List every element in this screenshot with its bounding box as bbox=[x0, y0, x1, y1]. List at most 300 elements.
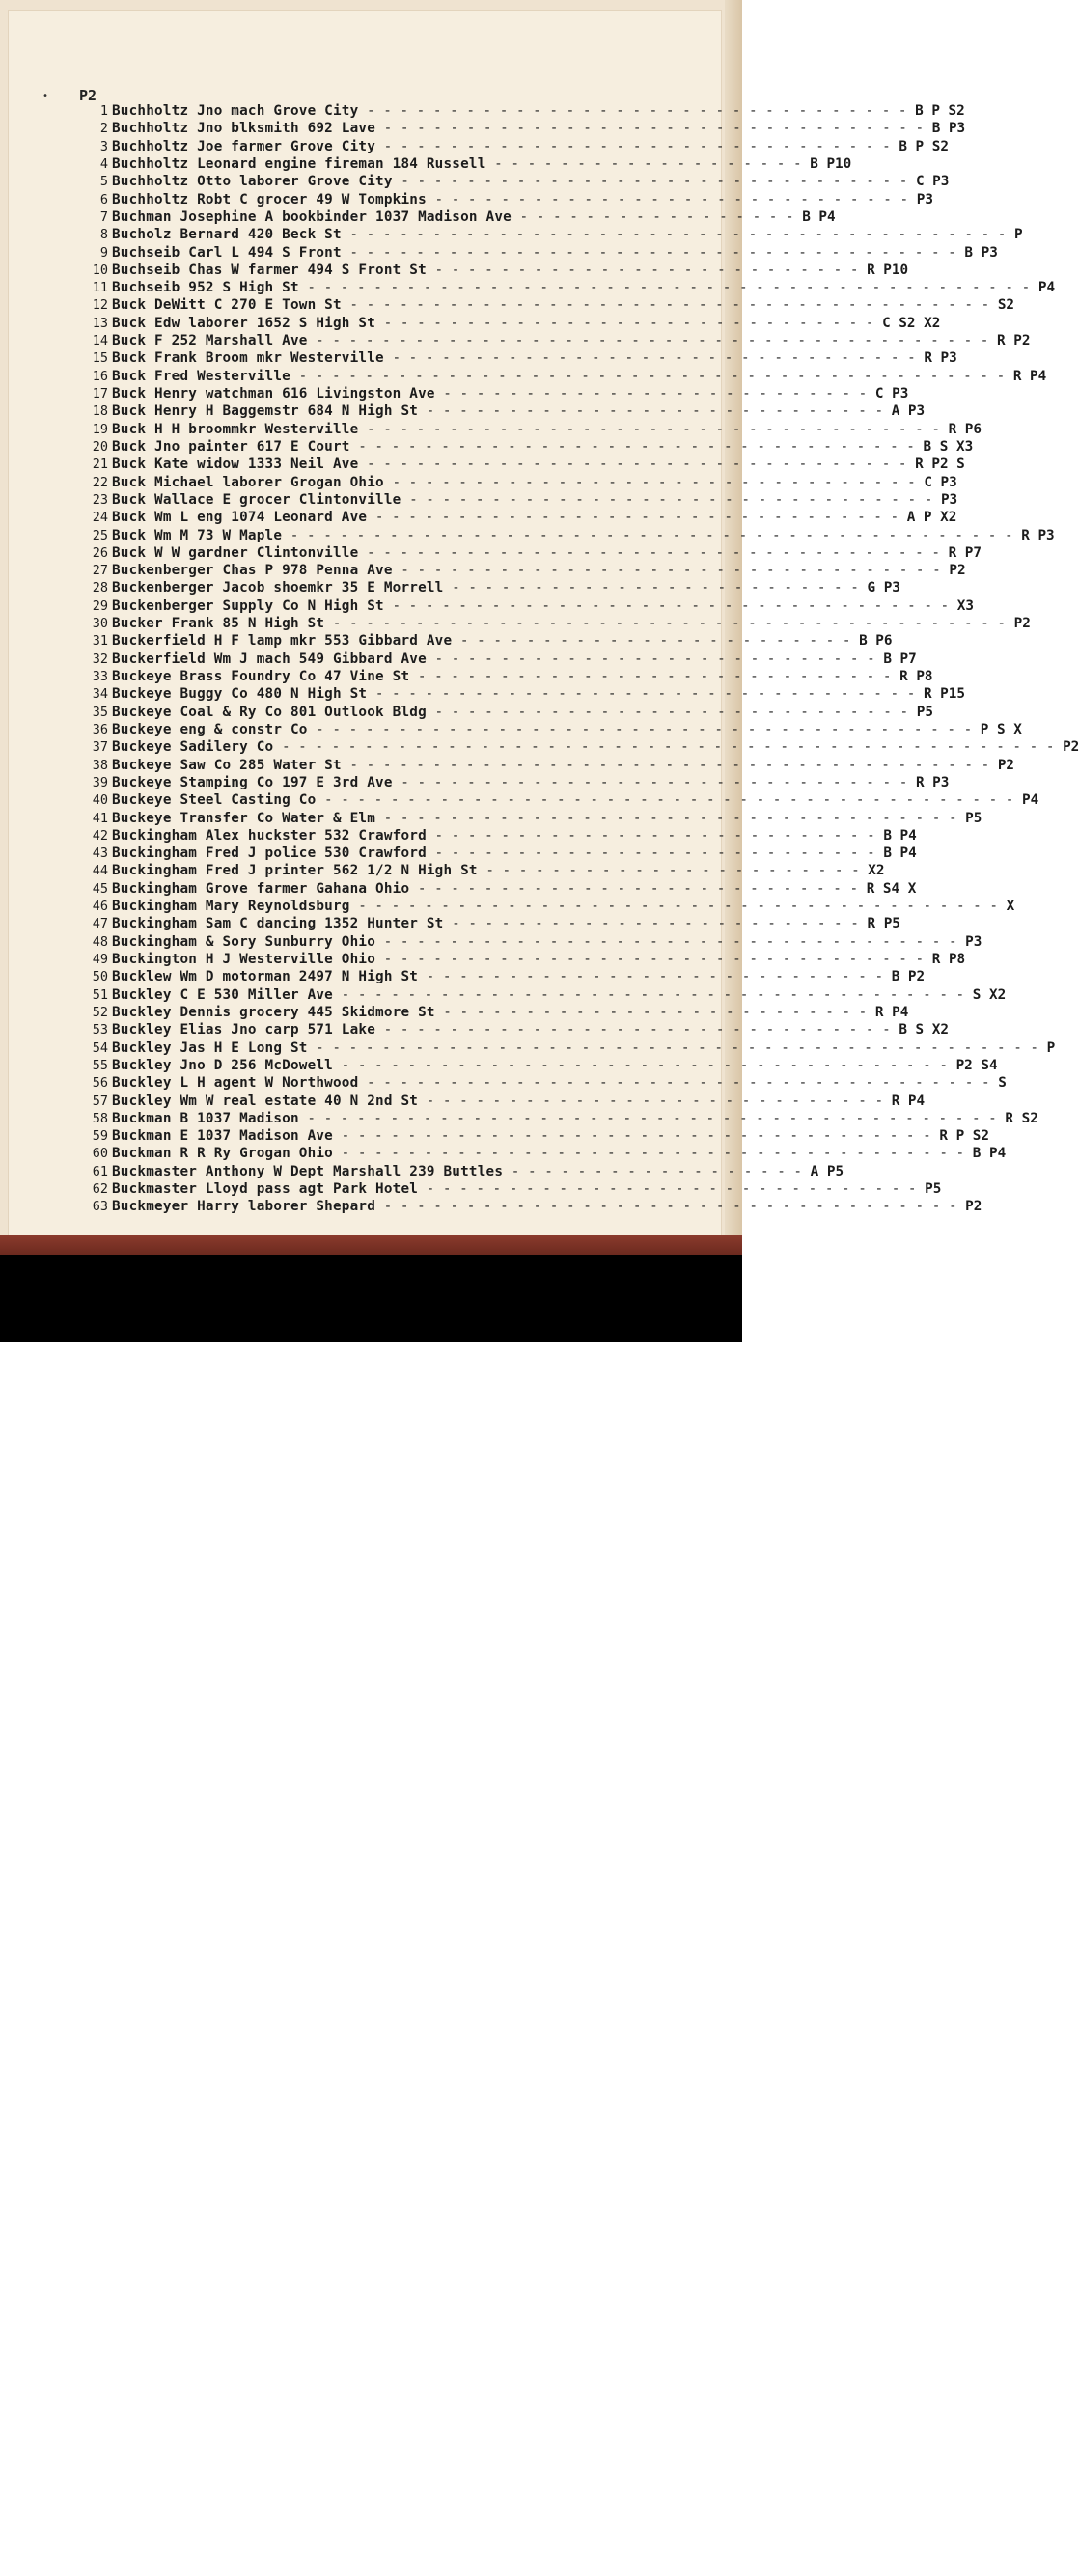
entry-text: Buck Henry watchman 616 Livingston Ave bbox=[112, 386, 435, 402]
leader-dashes: - - - - - - - - - - - - - - - - - - - - - - - - - - bbox=[434, 1004, 875, 1020]
directory-entry bbox=[75, 757, 1015, 774]
entry-number: 44 bbox=[92, 863, 108, 879]
directory-entry bbox=[75, 173, 950, 190]
entry-code: P4 bbox=[1022, 792, 1039, 809]
entry-number: 4 bbox=[99, 155, 108, 172]
directory-entry bbox=[75, 597, 974, 615]
leader-dashes: - - - - - - - - - - - - - - - - - - - - - - - - - - - - - - - - - - - - - - bbox=[333, 1146, 973, 1162]
directory-entry bbox=[75, 296, 1015, 314]
entry-code: R S2 bbox=[1005, 1110, 1038, 1126]
entry-text: Buck Michael laborer Grogan Ohio bbox=[112, 474, 384, 490]
entry-code: B P6 bbox=[859, 633, 893, 650]
entry-code: B P2 bbox=[891, 969, 926, 985]
directory-entry bbox=[75, 1180, 942, 1198]
entry-text: Buckeye Brass Foundry Co 47 Vine St bbox=[112, 669, 410, 684]
entry-text: Buckley Elias Jno carp 571 Lake bbox=[112, 1022, 376, 1039]
leader-dashes: - - - - - - - - - - - - - - - - - - - - - - - - - - - - - - - - bbox=[383, 474, 925, 490]
entry-text: Buckenberger Chas P 978 Penna Ave bbox=[112, 563, 393, 579]
leader-dashes: - - - - - - - - - - - - - - - - - - - - - - - - - - - - - - - - - - - - - - - bbox=[349, 899, 1007, 915]
entry-text: Buck F 252 Marshall Ave bbox=[112, 333, 308, 349]
directory-entry bbox=[75, 315, 941, 332]
directory-entry bbox=[75, 191, 933, 208]
leader-dashes: - - - - - - - - - - - - - - - - - - - - - - - - - - bbox=[426, 262, 868, 278]
directory-entry bbox=[75, 438, 974, 456]
directory-entry bbox=[75, 1198, 982, 1215]
directory-entry bbox=[75, 544, 982, 562]
entry-code: R P S2 bbox=[939, 1128, 990, 1145]
entry-code: P2 S4 bbox=[955, 1057, 998, 1073]
leader-dashes: - - - - - - - - - - - - - - - - - - - - - - - - - bbox=[443, 580, 868, 596]
entry-number: 54 bbox=[92, 1039, 108, 1056]
directory-entry bbox=[75, 509, 957, 526]
leader-dashes: - - - - - - - - - - - - - - - - - - - - - - - - - - - bbox=[426, 827, 884, 844]
leader-dashes: - - - - - - - - - - - - - - - - - - - - - - - - - - - - - - - - - - bbox=[349, 438, 924, 455]
directory-entry bbox=[75, 155, 852, 173]
directory-entry bbox=[75, 1145, 1007, 1162]
entry-number: 60 bbox=[92, 1146, 108, 1162]
entry-code: B P S2 bbox=[899, 138, 949, 154]
directory-entry bbox=[75, 102, 965, 120]
leader-dashes: - - - - - - - - - - - - - - - - - - - - - - - - - - - - - - - - - - - - - - - - - bbox=[307, 333, 997, 349]
entry-text: Buck Henry H Baggemstr 684 N High St bbox=[112, 403, 419, 420]
directory-entry bbox=[75, 1163, 844, 1180]
directory-entry bbox=[75, 421, 982, 438]
entry-code: P2 bbox=[997, 757, 1015, 773]
leader-dashes: - - - - - - - - - - - - - - - - - - - - - - - - - - - - - - - - - - - bbox=[375, 1199, 966, 1215]
directory-entry-list bbox=[75, 102, 1079, 1216]
entry-code: R P2 bbox=[997, 333, 1031, 349]
directory-entry bbox=[75, 827, 917, 845]
entry-number: 28 bbox=[92, 580, 108, 596]
entry-text: Buchman Josephine A bookbinder 1037 Madison Ave bbox=[112, 208, 512, 225]
entry-number: 46 bbox=[92, 899, 108, 915]
site-url: www.alamy.com bbox=[599, 2560, 704, 2576]
entry-number: 51 bbox=[92, 986, 108, 1003]
entry-code: P3 bbox=[940, 491, 958, 508]
entry-number: 40 bbox=[92, 792, 108, 809]
entry-code: B P3 bbox=[931, 121, 966, 137]
entry-text: Buckeye Sadilery Co bbox=[112, 739, 274, 756]
entry-number: 31 bbox=[92, 633, 108, 650]
entry-text: Buckley Wm W real estate 40 N 2nd St bbox=[112, 1093, 419, 1109]
entry-number: 45 bbox=[92, 880, 108, 897]
entry-number: 56 bbox=[92, 1075, 108, 1092]
entry-text: Buckman E 1037 Madison Ave bbox=[112, 1128, 333, 1145]
entry-number: 3 bbox=[99, 138, 108, 154]
leader-dashes: - - - - - - - - - - - - - - - - - - - - - - - - - - - - bbox=[418, 403, 892, 420]
entry-text: Buckingham & Sory Sunburry Ohio bbox=[112, 933, 376, 950]
directory-entry bbox=[75, 120, 966, 137]
entry-text: Buckeye Steel Casting Co bbox=[112, 792, 317, 809]
directory-entry bbox=[75, 332, 1031, 349]
directory-entry bbox=[75, 862, 885, 879]
directory-entry bbox=[75, 579, 900, 596]
entry-code: A P5 bbox=[810, 1163, 844, 1179]
entry-code: R P6 bbox=[948, 421, 982, 437]
directory-entry bbox=[75, 368, 1047, 385]
directory-entry bbox=[75, 474, 957, 491]
leader-dashes: - - - - - - - - - - - - - - - - - - - - - - - - - - - - - - - - - bbox=[392, 563, 950, 579]
directory-entry bbox=[75, 651, 917, 668]
entry-code: P5 bbox=[925, 1181, 942, 1198]
entry-number: 25 bbox=[92, 527, 108, 543]
entry-code: R P8 bbox=[931, 952, 966, 967]
leader-dashes: - - - - - - - - - - - - - - - - - - - - - - - - - - - - - - - - - - - - - - - - - - - - bbox=[307, 1039, 1047, 1056]
directory-entry bbox=[75, 1057, 998, 1074]
entry-code: P bbox=[1046, 1039, 1056, 1056]
entry-text: Buckmeyer Harry laborer Shepard bbox=[112, 1199, 376, 1215]
entry-number: 35 bbox=[92, 704, 108, 720]
directory-entry bbox=[75, 456, 965, 473]
entry-number: 14 bbox=[92, 333, 108, 349]
entry-number: 23 bbox=[92, 491, 108, 508]
directory-entry bbox=[75, 208, 836, 226]
entry-text: Buchseib Chas W farmer 494 S Front St bbox=[112, 262, 427, 278]
entry-code: G P3 bbox=[867, 580, 900, 596]
entry-code: A P X2 bbox=[906, 510, 957, 526]
entry-code: P3 bbox=[965, 933, 982, 950]
entry-number: 42 bbox=[92, 827, 108, 844]
directory-entry bbox=[75, 898, 1015, 915]
leader-dashes: - - - - - - - - - - - - - - - - - - - - - - - - - - - - - - - bbox=[375, 1022, 899, 1039]
entry-number: 61 bbox=[92, 1163, 108, 1179]
entry-number: 5 bbox=[99, 174, 108, 190]
entry-code: R P3 bbox=[1021, 527, 1055, 543]
directory-entry bbox=[75, 279, 1056, 296]
entry-code: R P4 bbox=[874, 1004, 909, 1020]
entry-text: Buckingham Alex huckster 532 Crawford bbox=[112, 827, 427, 844]
directory-entry bbox=[75, 1004, 909, 1021]
leader-dashes: - - - - - - - - - - - - - - - - - - - - - - - - - - - - - - - - - - - - - - bbox=[333, 986, 973, 1003]
entry-number: 16 bbox=[92, 368, 108, 384]
entry-number: 47 bbox=[92, 916, 108, 932]
entry-code: P2 bbox=[965, 1199, 982, 1215]
leader-dashes: - - - - - - - - - - - - - - - - - - - - - - - - - - - - - - - - bbox=[367, 510, 907, 526]
entry-code: B P4 bbox=[883, 827, 917, 844]
directory-entry bbox=[75, 226, 1023, 243]
entry-code: R P3 bbox=[915, 774, 950, 790]
leader-dashes: - - - - - - - - - - - - - - - - - - - - - - - - - - - - - bbox=[426, 704, 917, 720]
directory-entry bbox=[75, 615, 1031, 632]
directory-entry bbox=[75, 262, 909, 279]
directory-entry bbox=[75, 632, 893, 650]
entry-code: R P2 S bbox=[915, 457, 965, 473]
entry-text: Buckingham Sam C dancing 1352 Hunter St bbox=[112, 916, 444, 932]
entry-number: 13 bbox=[92, 315, 108, 331]
entry-number: 24 bbox=[92, 510, 108, 526]
directory-entry bbox=[75, 1074, 1007, 1092]
entry-code: R P5 bbox=[867, 916, 900, 932]
entry-code: R P10 bbox=[867, 262, 909, 278]
entry-text: Buchseib Carl L 494 S Front bbox=[112, 244, 342, 261]
entry-text: Buckeye Saw Co 285 Water St bbox=[112, 757, 342, 773]
directory-entry bbox=[75, 968, 926, 985]
entry-number: 20 bbox=[92, 438, 108, 455]
leader-dashes: - - - - - - - - - - - - - - - - - - - - - - - - - - - - - - - - - bbox=[375, 121, 932, 137]
entry-code: B P4 bbox=[972, 1146, 1007, 1162]
scanned-page-background bbox=[0, 0, 1079, 1255]
watermark-footer bbox=[0, 1255, 742, 2576]
entry-code: C P3 bbox=[874, 386, 909, 402]
directory-entry bbox=[75, 933, 982, 951]
entry-code: R P4 bbox=[891, 1093, 926, 1109]
entry-text: Buckingham Fred J printer 562 1/2 N High St bbox=[112, 863, 478, 879]
entry-text: Buckingham Mary Reynoldsburg bbox=[112, 899, 350, 915]
leader-dashes: - - - - - - - - - - - - - - - - - - - - - - - - - - - - bbox=[418, 969, 892, 985]
entry-code: B P S2 bbox=[915, 103, 965, 119]
entry-code: R S4 X bbox=[866, 880, 917, 897]
entry-code: P5 bbox=[965, 810, 982, 826]
entry-number: 26 bbox=[92, 544, 108, 561]
entry-code: P bbox=[1014, 227, 1023, 243]
leader-dashes: - - - - - - - - - - - - - - - - - - - - - - - - - - - - - - - - - bbox=[358, 103, 916, 119]
directory-entry bbox=[75, 491, 958, 509]
entry-code: R P15 bbox=[923, 686, 965, 703]
entry-text: Buckmaster Anthony W Dept Marshall 239 Buttles bbox=[112, 1163, 504, 1179]
entry-text: Buckingham Fred J police 530 Crawford bbox=[112, 845, 427, 862]
entry-code: P2 bbox=[1063, 739, 1079, 756]
entry-text: Buckerfield Wm J mach 549 Gibbard Ave bbox=[112, 651, 427, 667]
leader-dashes: - - - - - - - - - - - - - - - - - - - - - - - - - - bbox=[434, 386, 875, 402]
entry-number: 62 bbox=[92, 1181, 108, 1198]
leader-dashes: - - - - - - - - - - - - - - - - - - - - - - - - - - - - - - bbox=[375, 315, 883, 331]
leader-dashes: - - - - - - - - - - - - - - - - - - bbox=[503, 1163, 811, 1179]
book-cover-edge bbox=[0, 1235, 742, 1255]
leader-dashes: - - - - - - - - - - - - - - - - - - - - - - - - - - - - - bbox=[409, 669, 900, 684]
leader-dashes: - - - - - - - - - - - - - - - - - - - - - - - - - - - - - - - - - - - - - bbox=[341, 244, 965, 261]
entry-number: 58 bbox=[92, 1110, 108, 1126]
directory-entry bbox=[75, 668, 933, 685]
entry-number: 48 bbox=[92, 933, 108, 950]
entry-number: 6 bbox=[99, 191, 108, 208]
entry-text: Buckington H J Westerville Ohio bbox=[112, 952, 376, 967]
entry-code: P S X bbox=[980, 721, 1022, 737]
entry-code: C S2 X2 bbox=[882, 315, 941, 331]
entry-code: C P3 bbox=[924, 474, 957, 490]
entry-code: S bbox=[998, 1075, 1007, 1092]
entry-text: Buck Wallace E grocer Clintonville bbox=[112, 491, 401, 508]
leader-dashes: - - - - - - - - - - - - - - - - - - - - - - - bbox=[477, 863, 869, 879]
leader-dashes: - - - - - - - - - - - - - - - - - - - - - - - - - - - - - - - - - bbox=[375, 952, 932, 967]
leader-dashes: - - - - - - - - - - - - - - - - - - - - - - - - - - - - - bbox=[426, 191, 917, 208]
entry-text: Buckman B 1037 Madison bbox=[112, 1110, 299, 1126]
directory-entry bbox=[75, 915, 900, 932]
entry-text: Buckeye Stamping Co 197 E 3rd Ave bbox=[112, 774, 393, 790]
entry-number: 37 bbox=[92, 739, 108, 756]
entry-text: Buck H H broommkr Westerville bbox=[112, 421, 359, 437]
leader-dashes: - - - - - - - - - - - - - - - - - - - - - - - - - - - bbox=[409, 880, 867, 897]
entry-code: X2 bbox=[868, 863, 885, 879]
leader-dashes: - - - - - - - - - - - - - - - - - - - bbox=[485, 155, 811, 172]
leader-dashes: - - - - - - - - - - - - - - - - - - - - - - - - - - - - - - - - - - - bbox=[358, 421, 949, 437]
leader-dashes: - - - - - - - - - - - - - - - - - - - - - - - - - - - - - - - - - - - - - - - - - - - bbox=[290, 368, 1013, 384]
entry-number: 18 bbox=[92, 403, 108, 420]
entry-number: 30 bbox=[92, 616, 108, 632]
entry-text: Bucklew Wm D motorman 2497 N High St bbox=[112, 969, 419, 985]
leader-dashes: - - - - - - - - - - - - - - - - - - - - - - - - - - - - - - - - - - - - - - - - bbox=[307, 721, 981, 737]
leader-dashes: - - - - - - - - - - - - - - - - - - - - - - - - - bbox=[443, 916, 868, 932]
entry-text: Buckley Dennis grocery 445 Skidmore St bbox=[112, 1004, 435, 1020]
entry-number: 39 bbox=[92, 774, 108, 790]
entry-number: 2 bbox=[99, 121, 108, 137]
entry-number: 43 bbox=[92, 845, 108, 862]
entry-code: R P8 bbox=[899, 669, 933, 684]
directory-entry bbox=[75, 527, 1055, 544]
leader-dashes: - - - - - - - - - - - - - - - - - - - - - - - - - - - - - - - bbox=[392, 774, 916, 790]
entry-text: Buck Frank Broom mkr Westerville bbox=[112, 350, 384, 367]
leader-dashes: - - - - - - - - - - - - - - - - - - - - - - - - - - - - - - - - - - - - - - - - - bbox=[324, 616, 1014, 632]
leader-dashes: - - - - - - - - - - - - - - - - - - - - - - - - - - - - - - - - - - - - - - bbox=[358, 1075, 999, 1092]
entry-text: Bucker Frank 85 N High St bbox=[112, 616, 325, 632]
entry-text: Bucholz Bernard 420 Beck St bbox=[112, 227, 342, 243]
entry-text: Buckenberger Supply Co N High St bbox=[112, 597, 384, 614]
leader-dashes: - - - - - - - - - - - - - - - - - - - - - - - - - - - - - - - - - - - - - - - bbox=[341, 297, 998, 314]
entry-number: 27 bbox=[92, 563, 108, 579]
entry-number: 52 bbox=[92, 1004, 108, 1020]
leader-dashes: - - - - - - - - - - - - - - - - - - - - - - - - - - - - - - - - - bbox=[358, 457, 916, 473]
directory-entry bbox=[75, 880, 917, 898]
entry-code: R P7 bbox=[948, 544, 982, 561]
entry-text: Buck W W gardner Clintonville bbox=[112, 544, 359, 561]
directory-entry bbox=[75, 562, 966, 579]
directory-entry bbox=[75, 845, 917, 862]
entry-text: Buckman R R Ry Grogan Ohio bbox=[112, 1146, 333, 1162]
leader-dashes: - - - - - - - - - - - - - - - - - - - - - - - - - - - - - - - - - - - - - - - - - - - - bbox=[282, 527, 1022, 543]
directory-entry bbox=[75, 986, 1007, 1004]
entry-number: 22 bbox=[92, 474, 108, 490]
entry-code: P4 bbox=[1038, 280, 1056, 296]
leader-dashes: - - - - - - - - - - - - - - - - - - - - - - - - - - - - - - - - - - - - - - - bbox=[341, 757, 998, 773]
entry-number: 7 bbox=[99, 208, 108, 225]
directory-entry bbox=[75, 1021, 949, 1039]
entry-code: X bbox=[1006, 899, 1015, 915]
entry-number: 36 bbox=[92, 721, 108, 737]
leader-dashes: - - - - - - - - - - - - - - - - - - - - - - - - - - - - - - - - - - - - - bbox=[333, 1057, 956, 1073]
leader-dashes: - - - - - - - - - - - - - - - - - bbox=[511, 208, 803, 225]
entry-code: P5 bbox=[916, 704, 933, 720]
entry-text: Buck Edw laborer 1652 S High St bbox=[112, 315, 376, 331]
entry-code: B P3 bbox=[964, 244, 998, 261]
entry-number: 33 bbox=[92, 669, 108, 684]
directory-entry bbox=[75, 385, 909, 402]
entry-number: 12 bbox=[92, 297, 108, 314]
directory-entry bbox=[75, 721, 1022, 738]
entry-number: 21 bbox=[92, 457, 108, 473]
entry-number: 53 bbox=[92, 1022, 108, 1039]
entry-code: S2 bbox=[997, 297, 1015, 314]
leader-dashes: - - - - - - - - - - - - - - - - - - - - - - - - - - - - - - - - - - - - - - - - - - - - bbox=[298, 280, 1038, 296]
entry-text: Buck DeWitt C 270 E Town St bbox=[112, 297, 342, 314]
entry-text: Buckenberger Jacob shoemkr 35 E Morrell bbox=[112, 580, 444, 596]
entry-number: 38 bbox=[92, 757, 108, 773]
leader-dashes: - - - - - - - - - - - - - - - - - - - - - - - - - - - - - - - - bbox=[401, 491, 941, 508]
entry-number: 9 bbox=[99, 244, 108, 261]
entry-number: 10 bbox=[92, 262, 108, 278]
entry-code: A P3 bbox=[891, 403, 926, 420]
entry-number: 29 bbox=[92, 597, 108, 614]
entry-number: 63 bbox=[92, 1199, 108, 1215]
leader-dashes: - - - - - - - - - - - - - - - - - - - - - - - - - - - - - - - - bbox=[383, 350, 925, 367]
entry-text: Buchseib 952 S High St bbox=[112, 280, 299, 296]
entry-text: Buckeye Coal & Ry Co 801 Outlook Bldg bbox=[112, 704, 427, 720]
directory-entry bbox=[75, 349, 957, 367]
entry-code: R P4 bbox=[1012, 368, 1047, 384]
entry-text: Buckingham Grove farmer Gahana Ohio bbox=[112, 880, 410, 897]
entry-text: Buckley Jno D 256 McDowell bbox=[112, 1057, 333, 1073]
entry-code: B P4 bbox=[802, 208, 836, 225]
leader-dashes: - - - - - - - - - - - - - - - - - - - - - - - - - - - bbox=[426, 651, 884, 667]
leader-dashes: - - - - - - - - - - - - - - - - - - - - - - - - - - - - - - - - - - - bbox=[375, 810, 966, 826]
leader-dashes: - - - - - - - - - - - - - - - - - - - - - - - - - - - - - - - - - - - bbox=[358, 544, 949, 561]
entry-text: Buck Kate widow 1333 Neil Ave bbox=[112, 457, 359, 473]
margin-mark: • bbox=[42, 91, 49, 101]
entry-text: Buckeye Transfer Co Water & Elm bbox=[112, 810, 376, 826]
entry-number: 49 bbox=[92, 952, 108, 967]
entry-code: B P10 bbox=[810, 155, 852, 172]
entry-text: Buckerfield H F lamp mkr 553 Gibbard Ave bbox=[112, 633, 453, 650]
directory-entry bbox=[75, 791, 1039, 809]
leader-dashes: - - - - - - - - - - - - - - - - - - - - - - - - - - - - - - bbox=[418, 1181, 926, 1198]
entry-code: B P7 bbox=[883, 651, 917, 667]
entry-number: 8 bbox=[99, 227, 108, 243]
entry-number: 57 bbox=[92, 1093, 108, 1109]
directory-entry bbox=[75, 402, 926, 420]
directory-entry bbox=[75, 1110, 1038, 1127]
entry-number: 59 bbox=[92, 1128, 108, 1145]
entry-text: Buchholtz Joe farmer Grove City bbox=[112, 138, 376, 154]
entry-number: 34 bbox=[92, 686, 108, 703]
entry-text: Buck Wm L eng 1074 Leonard Ave bbox=[112, 510, 368, 526]
entry-number: 17 bbox=[92, 386, 108, 402]
entry-text: Buck Wm M 73 W Maple bbox=[112, 527, 283, 543]
entry-code: B S X2 bbox=[899, 1022, 949, 1039]
entry-text: Buckley C E 530 Miller Ave bbox=[112, 986, 333, 1003]
image-id: 3BG51RD bbox=[620, 2531, 704, 2551]
entry-text: Buck Jno painter 617 E Court bbox=[112, 438, 350, 455]
entry-text: Buchholtz Jno blksmith 692 Lave bbox=[112, 121, 376, 137]
entry-code: P3 bbox=[916, 191, 933, 208]
directory-entry bbox=[75, 810, 982, 827]
entry-number: 50 bbox=[92, 969, 108, 985]
leader-dashes: - - - - - - - - - - - - - - - - - - - - - - - - - - - bbox=[426, 845, 884, 862]
leader-dashes: - - - - - - - - - - - - - - - - - - - - - - - - - - - - - - - - - - - bbox=[375, 933, 966, 950]
directory-entry bbox=[75, 1093, 926, 1110]
leader-dashes: - - - - - - - - - - - - - - - - - - - - - - - - - - - - - - - - - - - - - - - - - - bbox=[298, 1110, 1006, 1126]
leader-dashes: - - - - - - - - - - - - - - - - - - - - - - - - - - - - - - - - - - - - - - - - bbox=[341, 227, 1015, 243]
entry-code: P2 bbox=[1013, 616, 1031, 632]
entry-code: C P3 bbox=[915, 174, 950, 190]
leader-dashes: - - - - - - - - - - - - - - - - - - - - - - - - - - - - - - - bbox=[375, 138, 899, 154]
directory-entry bbox=[75, 774, 950, 791]
leader-dashes: - - - - - - - - - - - - - - - - - - - - - - - - - - - - - - - - - - - - - - - - - - bbox=[316, 792, 1023, 809]
entry-text: Buchholtz Jno mach Grove City bbox=[112, 103, 359, 119]
entry-text: Buck Fred Westerville bbox=[112, 368, 290, 384]
directory-entry bbox=[75, 1039, 1056, 1057]
entry-text: Buckley Jas H E Long St bbox=[112, 1039, 308, 1056]
leader-dashes: - - - - - - - - - - - - - - - - - - - - - - - - - - - - - - - - - - - - - - - - - - - - - - - bbox=[273, 739, 1064, 756]
directory-entry bbox=[75, 704, 933, 721]
entry-text: Buchholtz Otto laborer Grove City bbox=[112, 174, 393, 190]
entry-number: 41 bbox=[92, 810, 108, 826]
leader-dashes: - - - - - - - - - - - - - - - - - - - - - - - - - - - - - - - - - - bbox=[383, 597, 957, 614]
entry-code: B P4 bbox=[883, 845, 917, 862]
entry-text: Buckley L H agent W Northwood bbox=[112, 1075, 359, 1092]
entry-code: P2 bbox=[949, 563, 966, 579]
directory-entry bbox=[75, 738, 1079, 756]
entry-number: 11 bbox=[92, 280, 108, 296]
directory-entry bbox=[75, 1127, 990, 1145]
directory-entry bbox=[75, 138, 949, 155]
